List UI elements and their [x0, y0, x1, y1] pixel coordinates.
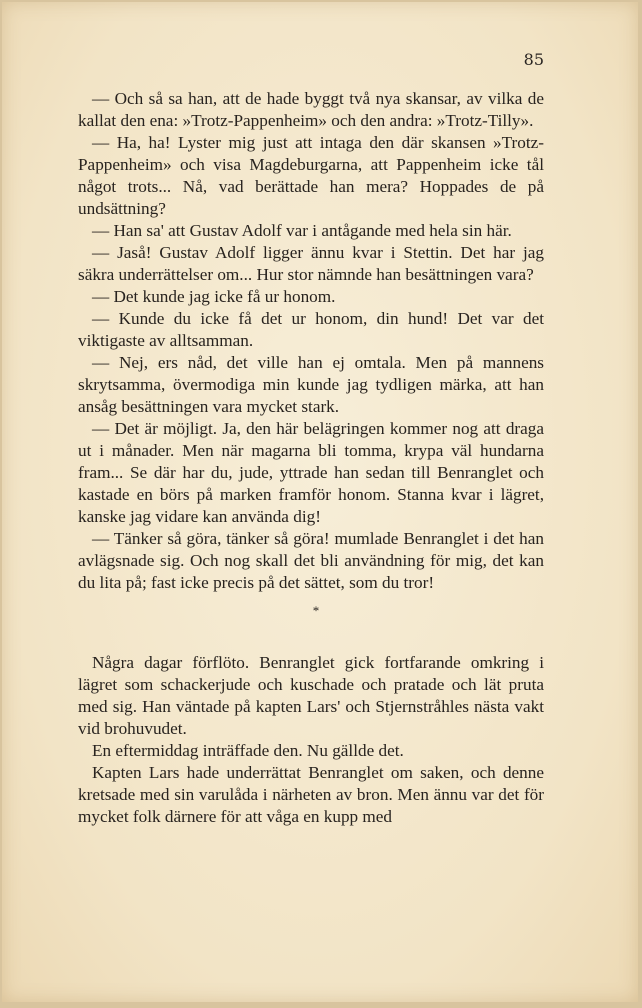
book-page	[2, 2, 638, 1002]
page-number: 85	[523, 50, 544, 69]
paragraph: — Tänker så göra, tänker så göra! mumlade Benranglet i det han avlägsnade sig. Och nog skall det bli användning för mig, det kan du lita på; fast icke precis på det sättet, som du tror!	[78, 529, 544, 592]
paragraph: — Kunde du icke få det ur honom, din hund! Det var det viktigaste av alltsamman.	[78, 309, 544, 350]
paragraph: En eftermiddag inträffade den. Nu gällde det.	[92, 741, 404, 760]
paragraph: — Och så sa han, att de hade byggt två nya skansar, av vilka de kallat den ena: »Trotz-Pappenheim» och den andra: »Trotz-Tilly».	[78, 89, 544, 130]
paragraph: — Nej, ers nåd, det ville han ej omtala. Men på mannens skrytsamma, övermodiga min kunde jag tydligen märka, att han ansåg besättningen vara mycket stark.	[78, 353, 544, 416]
paragraph: — Han sa' att Gustav Adolf var i antågande med hela sin här.	[92, 221, 512, 240]
paragraph: — Ha, ha! Lyster mig just att intaga den där skansen »Trotz-Pappenheim» och visa Magdeburgarna, att Pappenheim icke tål något trots... Nå, vad berättade han mera? Hoppades de på undsättning?	[78, 133, 544, 218]
body-text	[78, 88, 544, 828]
paragraph: Några dagar förflöto. Benranglet gick fortfarande omkring i lägret som schackerjude och kuschade och pratade och lät pruta med sig. Han väntade på kapten Lars' och Stjernstråhles nästa vakt vid brohuvudet.	[78, 653, 544, 738]
section-separator: *	[312, 603, 320, 618]
paragraph: Kapten Lars hade underrättat Benranglet om saken, och denne kretsade med sin varulåda i närheten av bron. Men ännu var det för mycket folk därnere för att våga en kupp med	[78, 763, 544, 826]
paragraph: — Det är möjligt. Ja, den här belägringen kommer nog att draga ut i månader. Men när magarna bli tomma, krypa väl hundarna fram... Se där har du, jude, yttrade han sedan till Benranglet och kastade en börs på marken framför honom. Stanna kvar i lägret, kanske jag vidare kan använda dig!	[78, 419, 544, 526]
paragraph: — Jaså! Gustav Adolf ligger ännu kvar i Stettin. Det har jag säkra underrättelser om... Hur stor nämnde han besättningen vara?	[78, 243, 544, 284]
paragraph: — Det kunde jag icke få ur honom.	[92, 287, 336, 306]
